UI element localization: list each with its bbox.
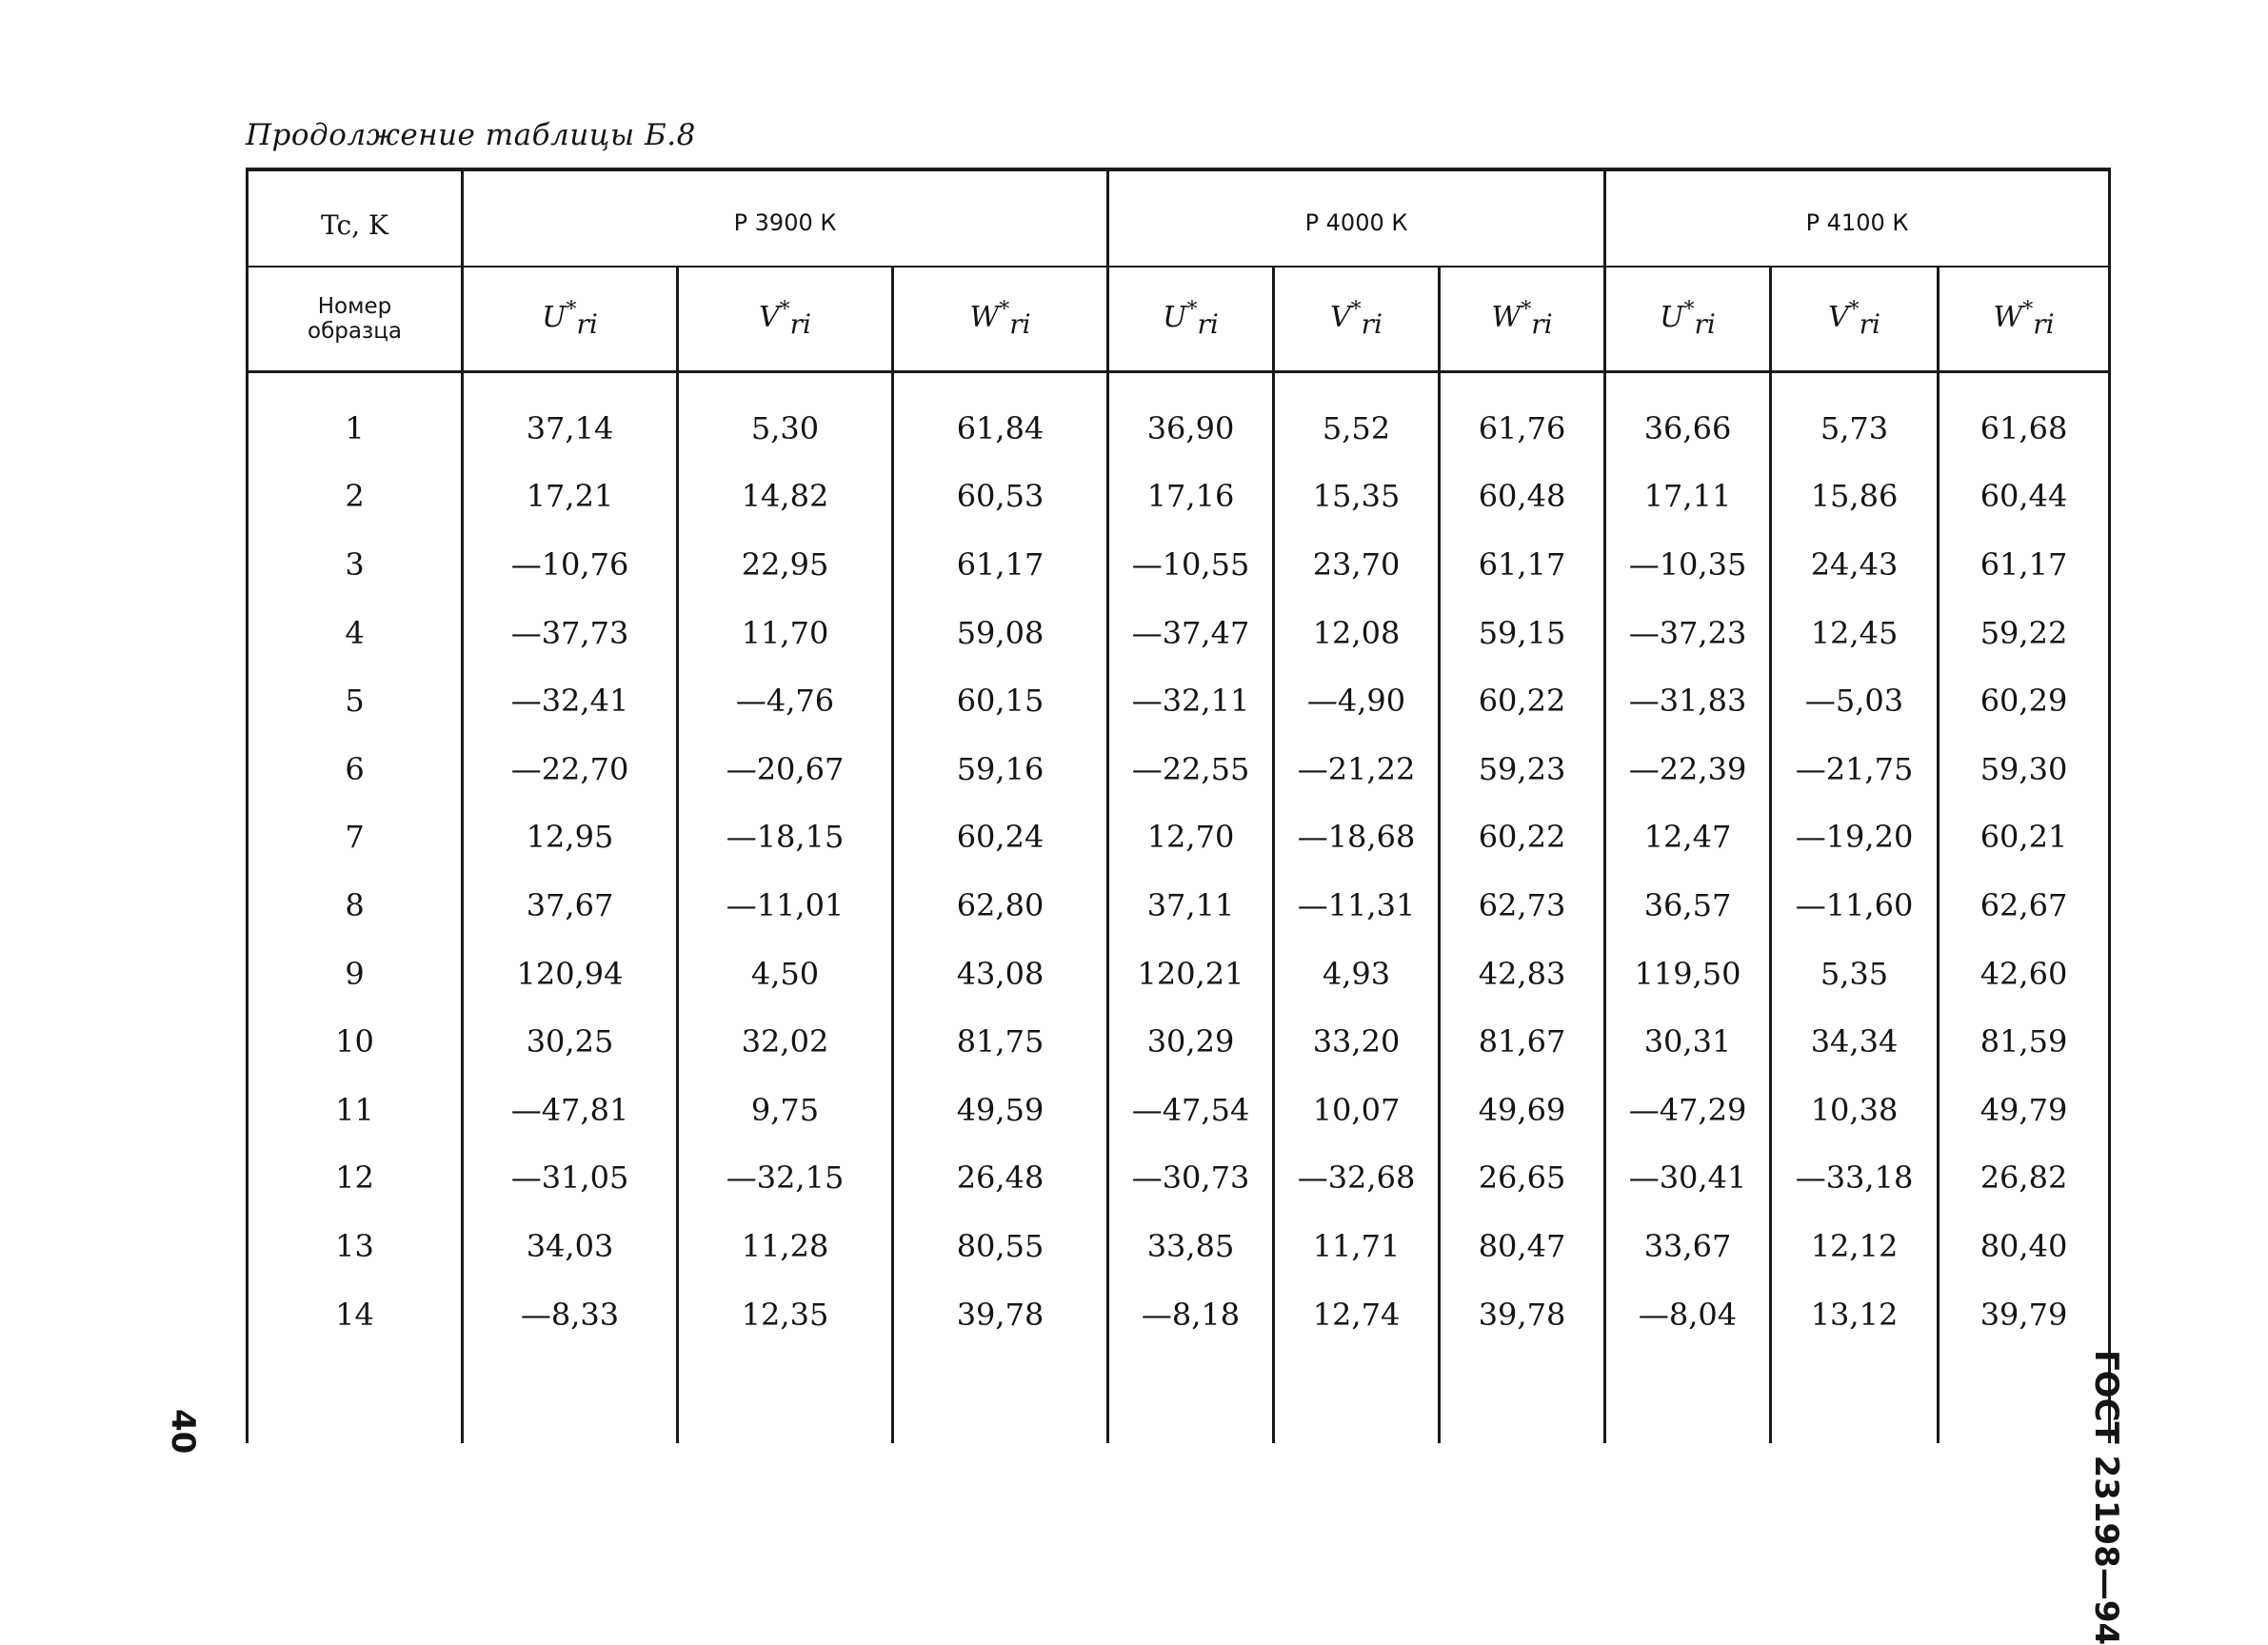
value-cell: 60,21	[1939, 803, 2110, 872]
value-cell: —22,55	[1108, 735, 1274, 803]
subcol-index: ri	[1361, 308, 1383, 340]
value-cell: 15,86	[1771, 463, 1939, 531]
value-cell: —31,83	[1605, 666, 1771, 735]
value-cell: —37,47	[1108, 599, 1274, 667]
table-row	[248, 735, 2110, 803]
table-row	[248, 1076, 2110, 1144]
empty-cell	[1440, 1348, 1605, 1443]
subcol-symbol	[1491, 298, 1553, 340]
value-cell: 26,82	[1939, 1144, 2110, 1213]
subcol-star: *	[999, 298, 1010, 322]
value-cell: 62,80	[893, 871, 1108, 940]
subcol-symbol	[969, 298, 1031, 340]
value-cell: —10,35	[1605, 530, 1771, 599]
value-cell: 60,24	[893, 803, 1108, 872]
subcol-symbol	[1993, 298, 2055, 340]
value-cell: 43,08	[893, 940, 1108, 1008]
value-cell: 5,30	[678, 372, 893, 463]
table-row	[248, 1007, 2110, 1076]
empty-cell	[1605, 1348, 1771, 1443]
table-row	[248, 530, 2110, 599]
value-cell: —37,73	[463, 599, 678, 667]
value-cell: 80,47	[1440, 1212, 1605, 1280]
sample-number-cell: 1	[248, 372, 463, 463]
value-cell: 60,44	[1939, 463, 2110, 531]
value-cell: 17,11	[1605, 463, 1771, 531]
value-cell: 61,68	[1939, 372, 2110, 463]
empty-cell	[1274, 1348, 1440, 1443]
value-cell: 59,16	[893, 735, 1108, 803]
value-cell: 5,35	[1771, 940, 1939, 1008]
subcol-index: ri	[1197, 308, 1219, 340]
value-cell: 49,69	[1440, 1076, 1605, 1144]
subcol-star: *	[566, 298, 577, 322]
subcol-star: *	[1683, 298, 1695, 322]
empty-cell	[893, 1348, 1108, 1443]
value-cell: 80,40	[1939, 1212, 2110, 1280]
value-cell: —30,73	[1108, 1144, 1274, 1213]
value-cell: 12,95	[463, 803, 678, 872]
value-cell: 60,29	[1939, 666, 2110, 735]
subcol-star: *	[2022, 298, 2034, 322]
table-row	[248, 463, 2110, 531]
value-cell: 11,71	[1274, 1212, 1440, 1280]
data-table	[246, 168, 2111, 1443]
group-header-3900: Р 3900 К	[463, 169, 1108, 267]
table-row	[248, 803, 2110, 872]
subcol-index: ri	[1859, 308, 1880, 340]
value-cell: —11,31	[1274, 871, 1440, 940]
value-cell: 5,52	[1274, 372, 1440, 463]
subcol-letter: V	[758, 301, 780, 334]
value-cell: 12,74	[1274, 1280, 1440, 1349]
value-cell: 80,55	[893, 1212, 1108, 1280]
value-cell: 33,20	[1274, 1007, 1440, 1076]
value-cell: 22,95	[678, 530, 893, 599]
group-header-4000: Р 4000 К	[1108, 169, 1605, 267]
value-cell: —47,29	[1605, 1076, 1771, 1144]
value-cell: 37,67	[463, 871, 678, 940]
subcol-star: *	[1186, 298, 1198, 322]
subcol-header-u-2	[1605, 267, 1771, 372]
value-cell: —8,04	[1605, 1280, 1771, 1349]
value-cell: 33,85	[1108, 1212, 1274, 1280]
value-cell: 12,08	[1274, 599, 1440, 667]
value-cell: 61,17	[1939, 530, 2110, 599]
value-cell: 34,03	[463, 1212, 678, 1280]
subcol-index: ri	[1009, 308, 1031, 340]
value-cell: 81,59	[1939, 1007, 2110, 1076]
value-cell: —32,15	[678, 1144, 893, 1213]
value-cell: 30,25	[463, 1007, 678, 1076]
sample-number-cell: 12	[248, 1144, 463, 1213]
value-cell: 59,08	[893, 599, 1108, 667]
table-row	[248, 372, 2110, 463]
value-cell: 9,75	[678, 1076, 893, 1144]
subcol-header-w-2	[1939, 267, 2110, 372]
value-cell: 12,45	[1771, 599, 1939, 667]
subcol-star: *	[1521, 298, 1532, 322]
table-row	[248, 599, 2110, 667]
value-cell: 120,94	[463, 940, 678, 1008]
sample-number-cell: 5	[248, 666, 463, 735]
value-cell: —10,55	[1108, 530, 1274, 599]
value-cell: —4,76	[678, 666, 893, 735]
value-cell: 26,65	[1440, 1144, 1605, 1213]
value-cell: 39,78	[893, 1280, 1108, 1349]
value-cell: —19,20	[1771, 803, 1939, 872]
sample-number-cell: 11	[248, 1076, 463, 1144]
subcol-letter: U	[542, 301, 567, 334]
subcol-symbol	[1163, 298, 1219, 340]
table-row	[248, 1212, 2110, 1280]
value-cell: —47,81	[463, 1076, 678, 1144]
table-row	[248, 1144, 2110, 1213]
value-cell: 24,43	[1771, 530, 1939, 599]
value-cell: —8,33	[463, 1280, 678, 1349]
sample-number-cell: 2	[248, 463, 463, 531]
table-row	[248, 666, 2110, 735]
empty-cell	[1939, 1348, 2110, 1443]
value-cell: 36,90	[1108, 372, 1274, 463]
subcol-header-v-1	[1274, 267, 1440, 372]
table-row	[248, 940, 2110, 1008]
value-cell: 33,67	[1605, 1212, 1771, 1280]
value-cell: 39,78	[1440, 1280, 1605, 1349]
empty-cell	[1771, 1348, 1939, 1443]
value-cell: 30,31	[1605, 1007, 1771, 1076]
value-cell: 37,11	[1108, 871, 1274, 940]
value-cell: —33,18	[1771, 1144, 1939, 1213]
subcol-index: ri	[789, 308, 811, 340]
value-cell: —21,75	[1771, 735, 1939, 803]
subcol-letter: U	[1163, 301, 1187, 334]
value-cell: 42,83	[1440, 940, 1605, 1008]
value-cell: 61,84	[893, 372, 1108, 463]
value-cell: 12,47	[1605, 803, 1771, 872]
sample-number-cell: 14	[248, 1280, 463, 1349]
empty-cell	[248, 1348, 463, 1443]
group-header-4100: Р 4100 К	[1605, 169, 2110, 267]
value-cell: 39,79	[1939, 1280, 2110, 1349]
value-cell: 23,70	[1274, 530, 1440, 599]
subcol-star: *	[1350, 298, 1362, 322]
subcol-star: *	[1848, 298, 1860, 322]
subcol-letter: W	[1491, 301, 1522, 334]
value-cell: 49,59	[893, 1076, 1108, 1144]
sample-label-line1: Номер	[317, 294, 392, 319]
value-cell: —32,11	[1108, 666, 1274, 735]
value-cell: 62,67	[1939, 871, 2110, 940]
table-caption: Продолжение таблицы Б.8	[246, 118, 696, 152]
value-cell: —5,03	[1771, 666, 1939, 735]
value-cell: 36,66	[1605, 372, 1771, 463]
value-cell: —22,39	[1605, 735, 1771, 803]
sample-number-cell: 3	[248, 530, 463, 599]
value-cell: 26,48	[893, 1144, 1108, 1213]
value-cell: 36,57	[1605, 871, 1771, 940]
sample-number-cell: 7	[248, 803, 463, 872]
value-cell: 60,22	[1440, 666, 1605, 735]
subcol-header-u-0	[463, 267, 678, 372]
value-cell: 81,67	[1440, 1007, 1605, 1076]
subcol-symbol	[1827, 298, 1880, 340]
subcol-index: ri	[1531, 308, 1553, 340]
subcol-letter: W	[969, 301, 1000, 334]
value-cell: —47,54	[1108, 1076, 1274, 1144]
subcol-header-u-1	[1108, 267, 1274, 372]
value-cell: 11,70	[678, 599, 893, 667]
header-row-subcolumns	[248, 267, 2110, 372]
value-cell: 119,50	[1605, 940, 1771, 1008]
value-cell: 61,76	[1440, 372, 1605, 463]
value-cell: 59,30	[1939, 735, 2110, 803]
sample-number-cell: 13	[248, 1212, 463, 1280]
empty-cell	[1108, 1348, 1274, 1443]
subcol-index: ri	[1694, 308, 1716, 340]
value-cell: —10,76	[463, 530, 678, 599]
subcol-letter: U	[1660, 301, 1684, 334]
value-cell: 12,12	[1771, 1212, 1939, 1280]
value-cell: 14,82	[678, 463, 893, 531]
subcol-symbol	[542, 298, 598, 340]
value-cell: 61,17	[1440, 530, 1605, 599]
subcol-star: *	[779, 298, 790, 322]
table-row	[248, 871, 2110, 940]
value-cell: 12,35	[678, 1280, 893, 1349]
sample-number-cell: 6	[248, 735, 463, 803]
subcol-header-v-2	[1771, 267, 1939, 372]
value-cell: 42,60	[1939, 940, 2110, 1008]
value-cell: 62,73	[1440, 871, 1605, 940]
page-number: 40	[164, 1409, 202, 1455]
value-cell: 81,75	[893, 1007, 1108, 1076]
sample-number-cell: 4	[248, 599, 463, 667]
subcol-index: ri	[2033, 308, 2055, 340]
value-cell: 32,02	[678, 1007, 893, 1076]
value-cell: 60,15	[893, 666, 1108, 735]
empty-cell	[463, 1348, 678, 1443]
value-cell: 17,16	[1108, 463, 1274, 531]
value-cell: 60,22	[1440, 803, 1605, 872]
subcol-index: ri	[576, 308, 598, 340]
header-row-groups	[248, 169, 2110, 267]
value-cell: —31,05	[463, 1144, 678, 1213]
value-cell: 120,21	[1108, 940, 1274, 1008]
table-row	[248, 1280, 2110, 1349]
value-cell: —18,15	[678, 803, 893, 872]
subcol-header-w-1	[1440, 267, 1605, 372]
value-cell: 10,38	[1771, 1076, 1939, 1144]
value-cell: —30,41	[1605, 1144, 1771, 1213]
subcol-letter: V	[1827, 301, 1849, 334]
value-cell: 4,50	[678, 940, 893, 1008]
empty-cell	[678, 1348, 893, 1443]
sample-number-cell: 9	[248, 940, 463, 1008]
subcol-symbol	[1329, 298, 1383, 340]
value-cell: —22,70	[463, 735, 678, 803]
sample-number-header	[248, 267, 463, 372]
value-cell: —20,67	[678, 735, 893, 803]
value-cell: 59,23	[1440, 735, 1605, 803]
value-cell: 12,70	[1108, 803, 1274, 872]
subcol-symbol	[758, 298, 811, 340]
value-cell: —18,68	[1274, 803, 1440, 872]
value-cell: —8,18	[1108, 1280, 1274, 1349]
table-bottom-spacer	[248, 1348, 2110, 1443]
value-cell: 60,48	[1440, 463, 1605, 531]
subcol-header-w-0	[893, 267, 1108, 372]
subcol-header-v-0	[678, 267, 893, 372]
value-cell: 60,53	[893, 463, 1108, 531]
value-cell: 15,35	[1274, 463, 1440, 531]
sample-label-line2: образца	[308, 319, 402, 344]
value-cell: 17,21	[463, 463, 678, 531]
standard-code: ГОСТ 23198—94	[2087, 1350, 2125, 1645]
value-cell: 11,28	[678, 1212, 893, 1280]
value-cell: 5,73	[1771, 372, 1939, 463]
value-cell: 37,14	[463, 372, 678, 463]
value-cell: 61,17	[893, 530, 1108, 599]
value-cell: 30,29	[1108, 1007, 1274, 1076]
tc-header: Tc, K	[248, 169, 463, 267]
value-cell: —11,60	[1771, 871, 1939, 940]
value-cell: —11,01	[678, 871, 893, 940]
value-cell: 34,34	[1771, 1007, 1939, 1076]
value-cell: 4,93	[1274, 940, 1440, 1008]
value-cell: 59,22	[1939, 599, 2110, 667]
value-cell: —37,23	[1605, 599, 1771, 667]
value-cell: 13,12	[1771, 1280, 1939, 1349]
value-cell: 49,79	[1939, 1076, 2110, 1144]
subcol-symbol	[1660, 298, 1716, 340]
value-cell: —32,68	[1274, 1144, 1440, 1213]
value-cell: 10,07	[1274, 1076, 1440, 1144]
value-cell: 59,15	[1440, 599, 1605, 667]
value-cell: —32,41	[463, 666, 678, 735]
subcol-letter: W	[1993, 301, 2023, 334]
subcol-letter: V	[1329, 301, 1351, 334]
value-cell: —21,22	[1274, 735, 1440, 803]
table-container	[246, 168, 2108, 1424]
value-cell: —4,90	[1274, 666, 1440, 735]
sample-number-cell: 8	[248, 871, 463, 940]
table-body	[248, 372, 2110, 1444]
sample-number-cell: 10	[248, 1007, 463, 1076]
